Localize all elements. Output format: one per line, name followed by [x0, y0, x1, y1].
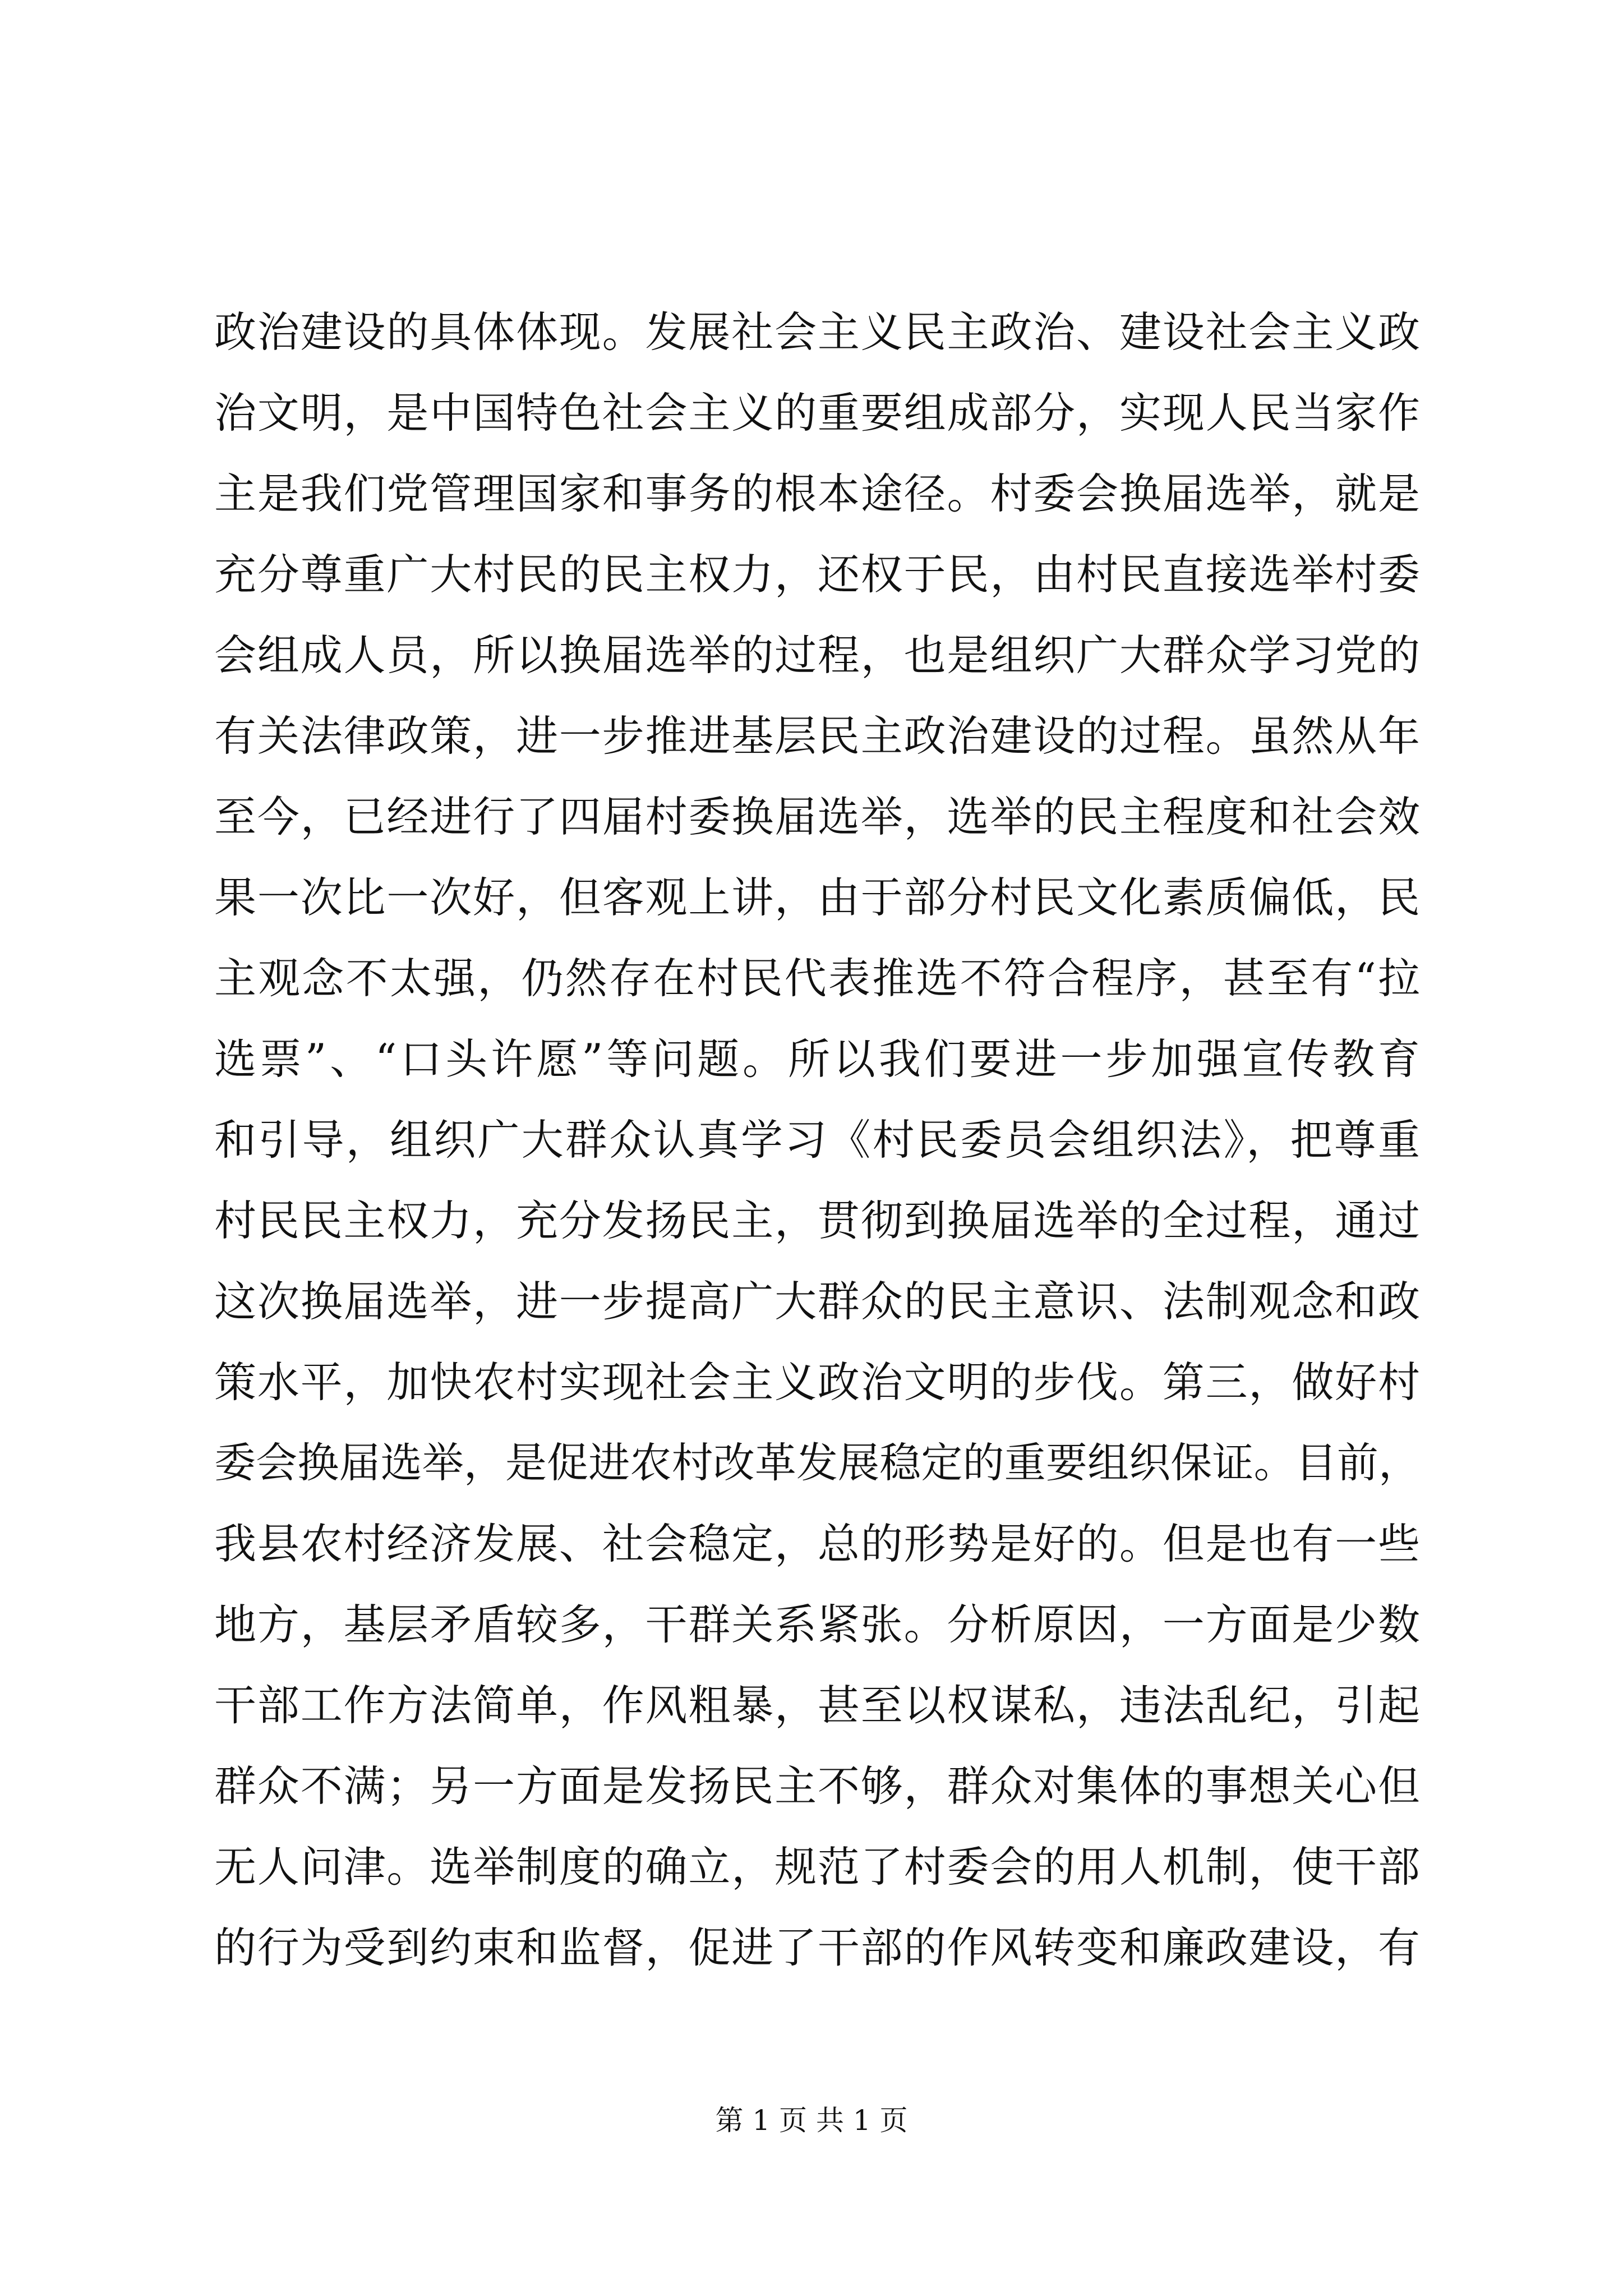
text-line: 选票”、“口头许愿”等问题。所以我们要进一步加强宣传教育	[214, 1034, 1420, 1084]
text-line: 至今，已经进行了四届村委换届选举，选举的民主程度和社会效	[214, 792, 1420, 841]
text-line: 主观念不太强，仍然存在村民代表推选不符合程序，甚至有“拉	[214, 954, 1420, 1003]
text-line: 政治建设的具体体现。发展社会主义民主政治、建设社会主义政	[214, 307, 1420, 357]
text-line: 的行为受到约束和监督，促进了干部的作风转变和廉政建设，有	[214, 1923, 1420, 1972]
text-line: 委会换届选举，是促进农村改革发展稳定的重要组织保证。目前，	[214, 1439, 1420, 1487]
text-line: 策水平，加快农村实现社会主义政治文明的步伐。第三，做好村	[214, 1358, 1420, 1407]
text-line: 治文明，是中国特色社会主义的重要组成部分，实现人民当家作	[214, 388, 1420, 438]
text-line: 地方，基层矛盾较多，干群关系紧张。分析原因，一方面是少数	[214, 1600, 1420, 1649]
text-line: 充分尊重广大村民的民主权力，还权于民，由村民直接选举村委	[214, 550, 1420, 599]
page-footer	[0, 2101, 1623, 2140]
text-line: 会组成人员，所以换届选举的过程，也是组织广大群众学习党的	[214, 631, 1420, 680]
text-line: 果一次比一次好，但客观上讲，由于部分村民文化素质偏低，民	[214, 873, 1420, 922]
document-body	[214, 292, 1420, 1988]
text-line: 主是我们党管理国家和事务的根本途径。村委会换届选举，就是	[214, 469, 1420, 518]
text-line: 我县农村经济发展、社会稳定，总的形势是好的。但是也有一些	[214, 1519, 1420, 1568]
page-number-label: 第 1 页 共 1 页	[715, 2104, 908, 2137]
text-line: 和引导，组织广大群众认真学习《村民委员会组织法》，把尊重	[214, 1115, 1420, 1165]
text-line: 无人问津。选举制度的确立，规范了村委会的用人机制，使干部	[214, 1842, 1420, 1892]
text-line: 群众不满；另一方面是发扬民主不够，群众对集体的事想关心但	[214, 1761, 1420, 1811]
text-line: 村民民主权力，充分发扬民主，贯彻到换届选举的全过程，通过	[214, 1196, 1420, 1245]
text-line: 有关法律政策，进一步推进基层民主政治建设的过程。虽然从年	[214, 711, 1420, 761]
text-line: 干部工作方法简单，作风粗暴，甚至以权谋私，违法乱纪，引起	[214, 1681, 1420, 1730]
text-line: 这次换届选举，进一步提高广大群众的民主意识、法制观念和政	[214, 1277, 1420, 1326]
